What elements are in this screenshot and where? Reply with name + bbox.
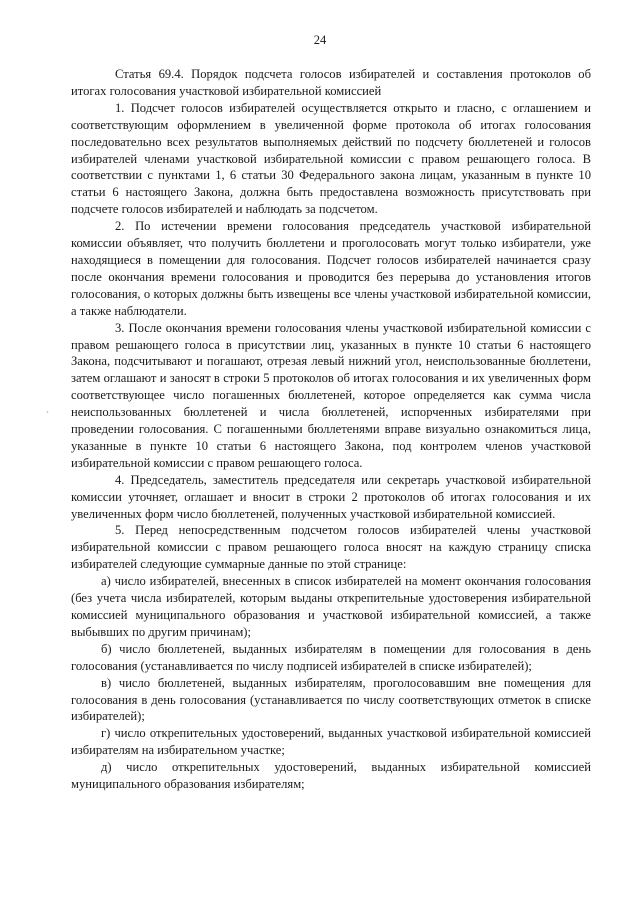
page-body bbox=[71, 66, 591, 793]
paragraph-3: 3. После окончания времени голосования члены участковой избирательной комиссии с правом решающего голоса в присутствии лиц, указанных в пункте 10 статьи 6 настоящего Закона, подсчитывают и погашают, отрезая левый нижний угол, неиспользованные бюллетени, затем оглашают и заносят в строки 5 протоколов об итогах голосования и их увеличенных форм соответствующее число погашенных бюллетеней, которое определяется как сумма числа неиспользованных бюллетеней и числа бюллетеней, испорченных избирателями при проведении голосования. С погашенными бюллетенями вправе визуально ознакомиться лица, указанные в пункте 10 статьи 6 настоящего Закона, под контролем членов участковой избирательной комиссии с правом решающего голоса. bbox=[71, 320, 591, 470]
page-number: 24 bbox=[313, 33, 327, 47]
article-title: Статья 69.4. Порядок подсчета голосов избирателей и составления протоколов об итогах голосования участковой избирательной комиссией bbox=[71, 67, 591, 98]
subitem-a: а) число избирателей, внесенных в список избирателей на момент окончания голосования (без учета числа избирателей, которым выданы открепительные удостоверения избирательной комиссией муниципального образования и участковой избирательной комиссией, а также выбывших по другим причинам); bbox=[71, 574, 591, 639]
paragraph-5: 5. Перед непосредственным подсчетом голосов избирателей члены участковой избирательной комиссии с правом решающего голоса вносят на каждую страницу списка избирателей следующие суммарные данные по этой странице: bbox=[71, 523, 591, 572]
paragraph-1: 1. Подсчет голосов избирателей осуществляется открыто и гласно, с оглашением и соответствующим оформлением в увеличенной форме протокола об итогах голосования последовательно всех результатов выполняемых действий по подсчету бюллетеней и голосов избирателей членами участковой избирательной комиссии с правом решающего голоса. В соответствии с пунктами 1, 6 статьи 30 Федерального закона лицам, указанным в пункте 10 статьи 6 настоящего Закона, должна быть предоставлена возможность присутствовать при подсчете голосов избирателей и наблюдать за подсчетом. bbox=[71, 100, 591, 217]
subitem-d: д) число открепительных удостоверений, выданных избирательной комиссией муниципального образования избирателям; bbox=[71, 760, 591, 792]
subitem-b: б) число бюллетеней, выданных избирателям в помещении для голосования в день голосования (устанавливается по числу подписей избирателей в списке избирателей); bbox=[71, 641, 591, 673]
subitem-g: г) число открепительных удостоверений, выданных участковой избирательной комиссией избирателям на избирательном участке; bbox=[71, 726, 591, 758]
scan-mark: ` bbox=[46, 410, 49, 420]
paragraph-4: 4. Председатель, заместитель председателя или секретарь участковой избирательной комиссии уточняет, оглашает и вносит в строки 2 протоколов об итогах голосования и их увеличенных форм число бюллетеней, полученных участковой избирательной комиссией. bbox=[71, 472, 591, 521]
paragraph-2: 2. По истечении времени голосования председатель участковой избирательной комиссии объявляет, что получить бюллетени и проголосовать могут только избиратели, уже находящиеся в помещении для голосования. Подсчет голосов избирателей начинается сразу после окончания времени голосования и проводится без перерыва до установления итогов голосования, о которых должны быть извещены все члены участковой избирательной комиссии, а также наблюдатели. bbox=[71, 219, 591, 318]
subitem-v: в) число бюллетеней, выданных избирателям, проголосовавшим вне помещения для голосования в день голосования (устанавливается по числу соответствующих отметок в списке избирателей); bbox=[71, 675, 591, 724]
